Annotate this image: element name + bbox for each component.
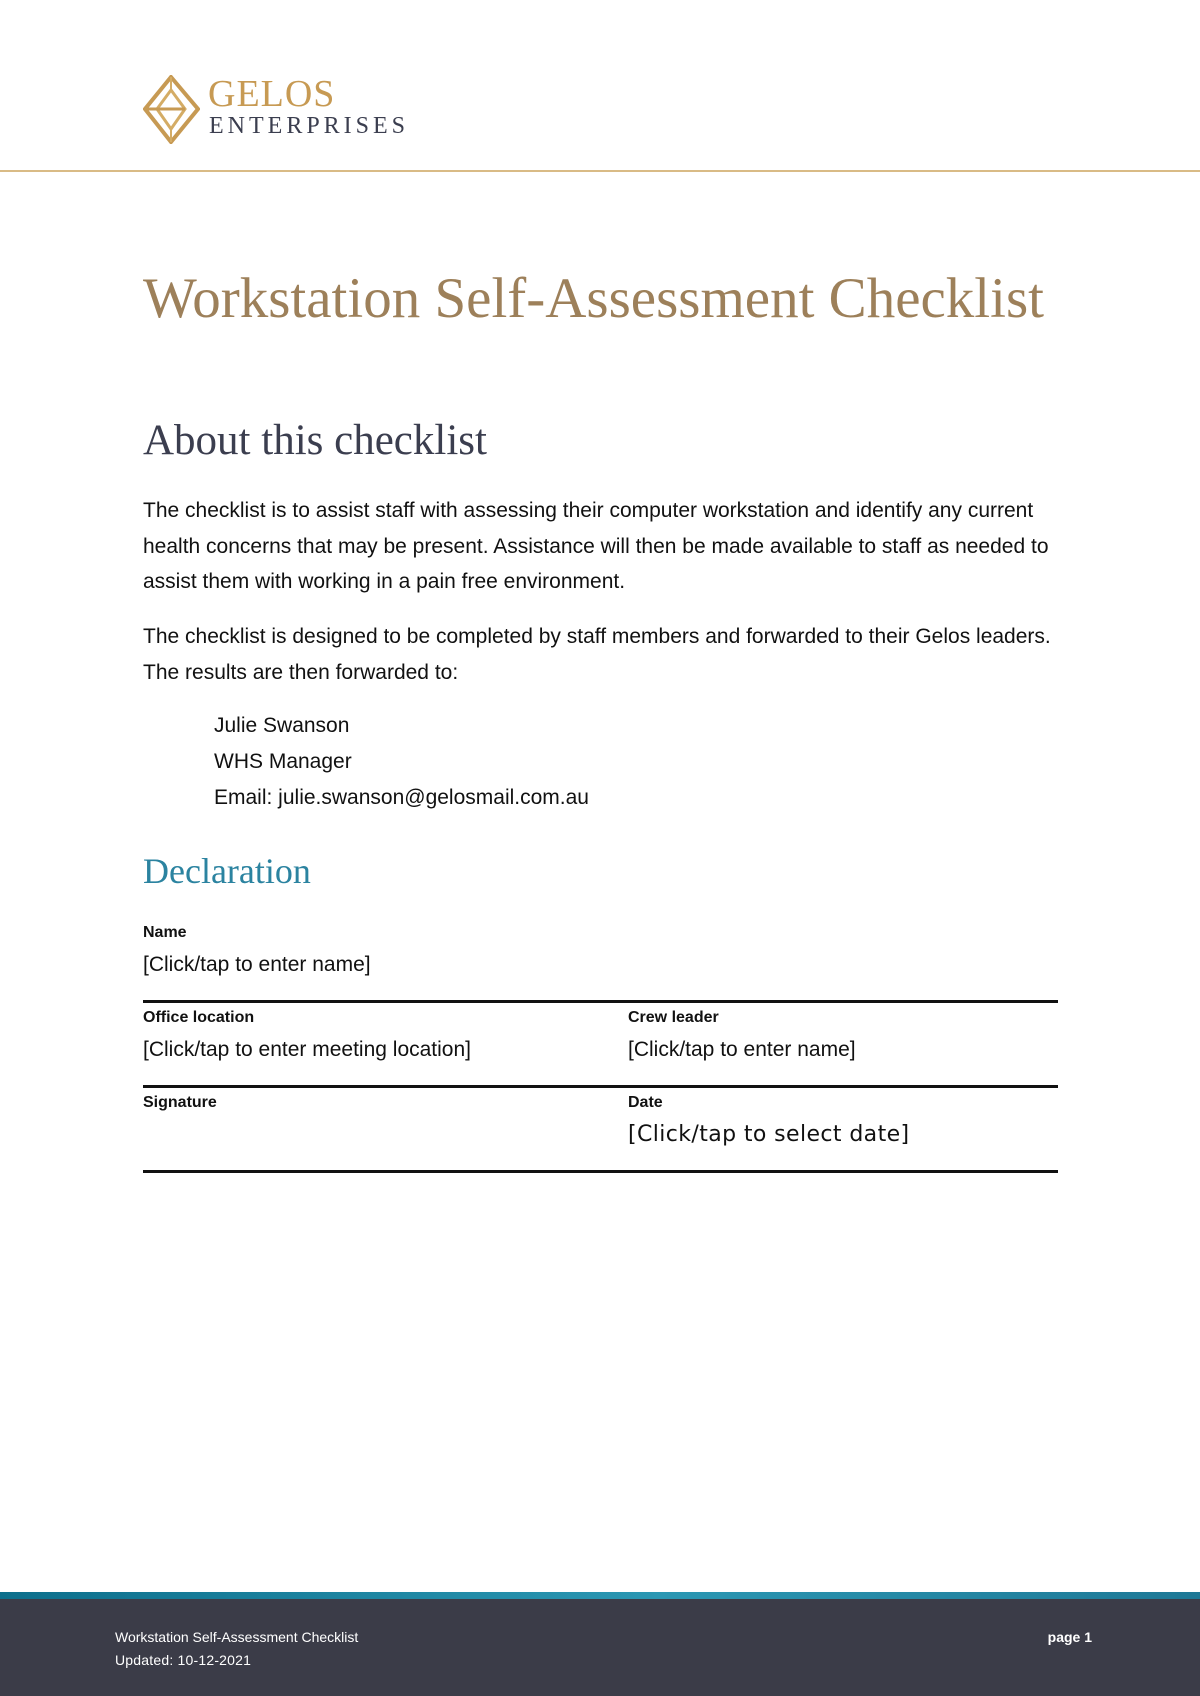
name-label: Name <box>143 924 187 941</box>
document-footer <box>0 1599 1200 1696</box>
office-location-label: Office location <box>143 1009 255 1026</box>
date-label: Date <box>628 1094 663 1111</box>
signature-date-row <box>143 1088 1058 1173</box>
about-checklist-heading: About this checklist <box>143 417 487 464</box>
page-title: Workstation Self-Assessment Checklist <box>143 267 1044 330</box>
gold-diamond-logo-icon <box>143 75 200 144</box>
signature-field[interactable] <box>143 1088 628 1170</box>
name-field[interactable] <box>143 918 1058 1000</box>
declaration-heading: Declaration <box>143 851 311 891</box>
footer-document-title: Workstation Self-Assessment Checklist <box>115 1629 359 1645</box>
date-picker-placeholder[interactable]: [Click/tap to select date] <box>628 1122 910 1147</box>
office-location-field[interactable] <box>143 1003 628 1085</box>
contact-block <box>214 708 914 816</box>
footer-updated-date: Updated: 10-12-2021 <box>115 1652 252 1668</box>
forwarding-paragraph: The checklist is designed to be completed by staff members and forwarded to their Gelos leaders. The results are then forwarded to: <box>143 625 1051 684</box>
contact-role: WHS Manager <box>214 750 352 773</box>
crew-leader-input-placeholder[interactable]: [Click/tap to enter name] <box>628 1038 856 1061</box>
contact-email: Email: julie.swanson@gelosmail.com.au <box>214 786 589 809</box>
location-leader-row <box>143 1003 1058 1088</box>
contact-name: Julie Swanson <box>214 714 350 737</box>
signature-label: Signature <box>143 1094 217 1111</box>
gelos-enterprises-logo <box>143 75 483 145</box>
date-field[interactable] <box>628 1088 1058 1170</box>
logo-wordmark-gelos: GELOS <box>208 73 336 115</box>
footer-page-number: page 1 <box>1047 1629 1092 1645</box>
document-header <box>0 0 1200 172</box>
logo-wordmark-enterprises: ENTERPRISES <box>209 113 410 139</box>
name-row <box>143 918 1058 1003</box>
name-input-placeholder[interactable]: [Click/tap to enter name] <box>143 953 371 976</box>
office-location-input-placeholder[interactable]: [Click/tap to enter meeting location] <box>143 1038 472 1061</box>
crew-leader-field[interactable] <box>628 1003 1058 1085</box>
intro-paragraph: The checklist is to assist staff with assessing their computer workstation and identify any current health concerns that may be present. Assistance will then be made available to staff as needed to assist them with working in a pain free environment. <box>143 499 1049 593</box>
declaration-form <box>143 918 1058 1173</box>
crew-leader-label: Crew leader <box>628 1009 719 1026</box>
footer-accent-band <box>0 1592 1200 1599</box>
